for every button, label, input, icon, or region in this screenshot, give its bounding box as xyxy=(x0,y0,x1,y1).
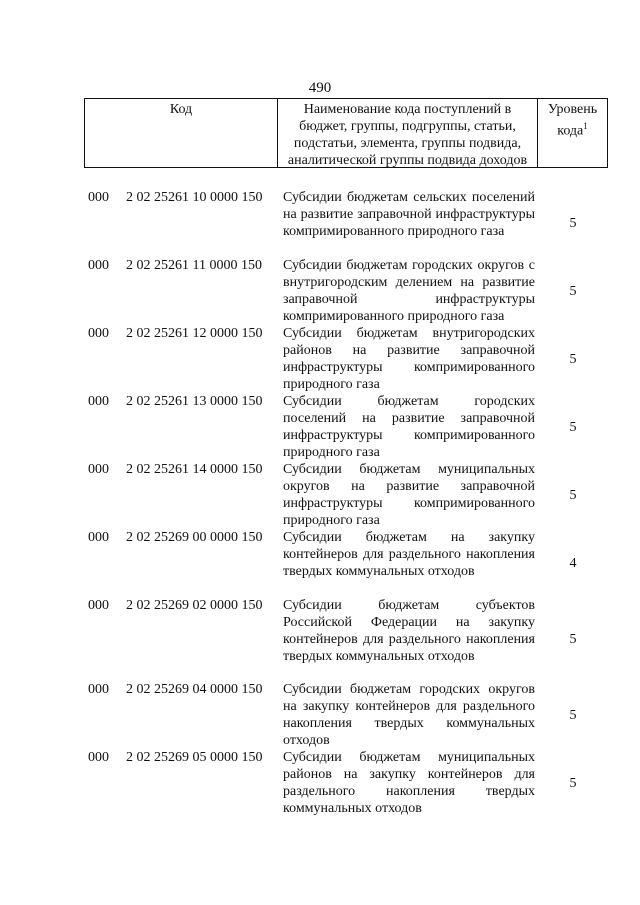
row-admin-code: 000 xyxy=(88,190,109,205)
row-level: 5 xyxy=(569,283,577,299)
row-income-code: 2 02 25269 02 0000 150 xyxy=(126,598,263,613)
row-admin-code: 000 xyxy=(88,462,109,477)
table-row xyxy=(0,597,640,681)
row-name: Субсидии бюджетам городских поселений на развитие заправочной инфраструктуры компримированного природного газа xyxy=(283,394,535,460)
table-row xyxy=(0,749,640,817)
table-header xyxy=(84,98,608,168)
row-name: Субсидии бюджетам на закупку контейнеров для раздельного накопления твердых коммунальных отходов xyxy=(283,530,535,579)
table-row xyxy=(0,681,640,749)
table-row xyxy=(0,461,640,529)
row-admin-code: 000 xyxy=(88,598,109,613)
row-level: 5 xyxy=(569,351,577,367)
header-code: Код xyxy=(85,99,278,167)
row-admin-code: 000 xyxy=(88,750,109,765)
row-name: Субсидии бюджетам сельских поселений на развитие заправочной инфраструктуры компримированного природного газа xyxy=(283,190,535,239)
row-income-code: 2 02 25269 05 0000 150 xyxy=(126,750,263,765)
table-body xyxy=(0,189,640,817)
row-admin-code: 000 xyxy=(88,530,109,545)
row-level: 5 xyxy=(569,631,577,647)
table-row xyxy=(0,189,640,257)
row-level: 5 xyxy=(569,487,577,503)
table-row xyxy=(0,257,640,325)
row-income-code: 2 02 25261 11 0000 150 xyxy=(126,258,262,273)
row-name: Субсидии бюджетам городских округов на закупку контейнеров для раздельного накопления твердых коммунальных отходов xyxy=(283,682,535,748)
row-admin-code: 000 xyxy=(88,682,109,697)
header-level-footnote: 1 xyxy=(583,121,588,131)
row-level: 5 xyxy=(569,775,577,791)
table-row xyxy=(0,393,640,461)
row-income-code: 2 02 25261 10 0000 150 xyxy=(126,190,263,205)
row-name: Субсидии бюджетам муниципальных районов на закупку контейнеров для раздельного накопления твердых коммунальных отходов xyxy=(283,750,535,816)
table-row xyxy=(0,325,640,393)
row-level: 5 xyxy=(569,419,577,435)
row-name: Субсидии бюджетам субъектов Российской Федерации на закупку контейнеров для раздельного накопления твердых коммунальных отходов xyxy=(283,598,535,664)
row-level: 5 xyxy=(569,215,577,231)
row-admin-code: 000 xyxy=(88,394,109,409)
row-income-code: 2 02 25261 14 0000 150 xyxy=(126,462,263,477)
page-number: 490 xyxy=(308,80,332,96)
row-admin-code: 000 xyxy=(88,258,109,273)
row-income-code: 2 02 25269 04 0000 150 xyxy=(126,682,263,697)
header-level xyxy=(538,99,607,167)
row-level: 5 xyxy=(569,707,577,723)
row-name: Субсидии бюджетам внутригородских районов на развитие заправочной инфраструктуры компримированного природного газа xyxy=(283,326,535,392)
row-name: Субсидии бюджетам городских округов с внутригородским делением на развитие заправочной инфраструктуры компримированного природного газа xyxy=(283,258,535,324)
header-level-label: Уровень кода xyxy=(547,102,598,139)
header-name: Наименование кода поступлений в бюджет, группы, подгруппы, статьи, подстатьи, элемента, группы подвида, аналитической группы подвида доходов xyxy=(278,99,538,167)
row-admin-code: 000 xyxy=(88,326,109,341)
row-income-code: 2 02 25261 12 0000 150 xyxy=(126,326,263,341)
row-income-code: 2 02 25261 13 0000 150 xyxy=(126,394,263,409)
row-income-code: 2 02 25269 00 0000 150 xyxy=(126,530,263,545)
row-name: Субсидии бюджетам муниципальных округов на развитие заправочной инфраструктуры компримированного природного газа xyxy=(283,462,535,528)
row-level: 4 xyxy=(569,555,577,571)
table-row xyxy=(0,529,640,597)
